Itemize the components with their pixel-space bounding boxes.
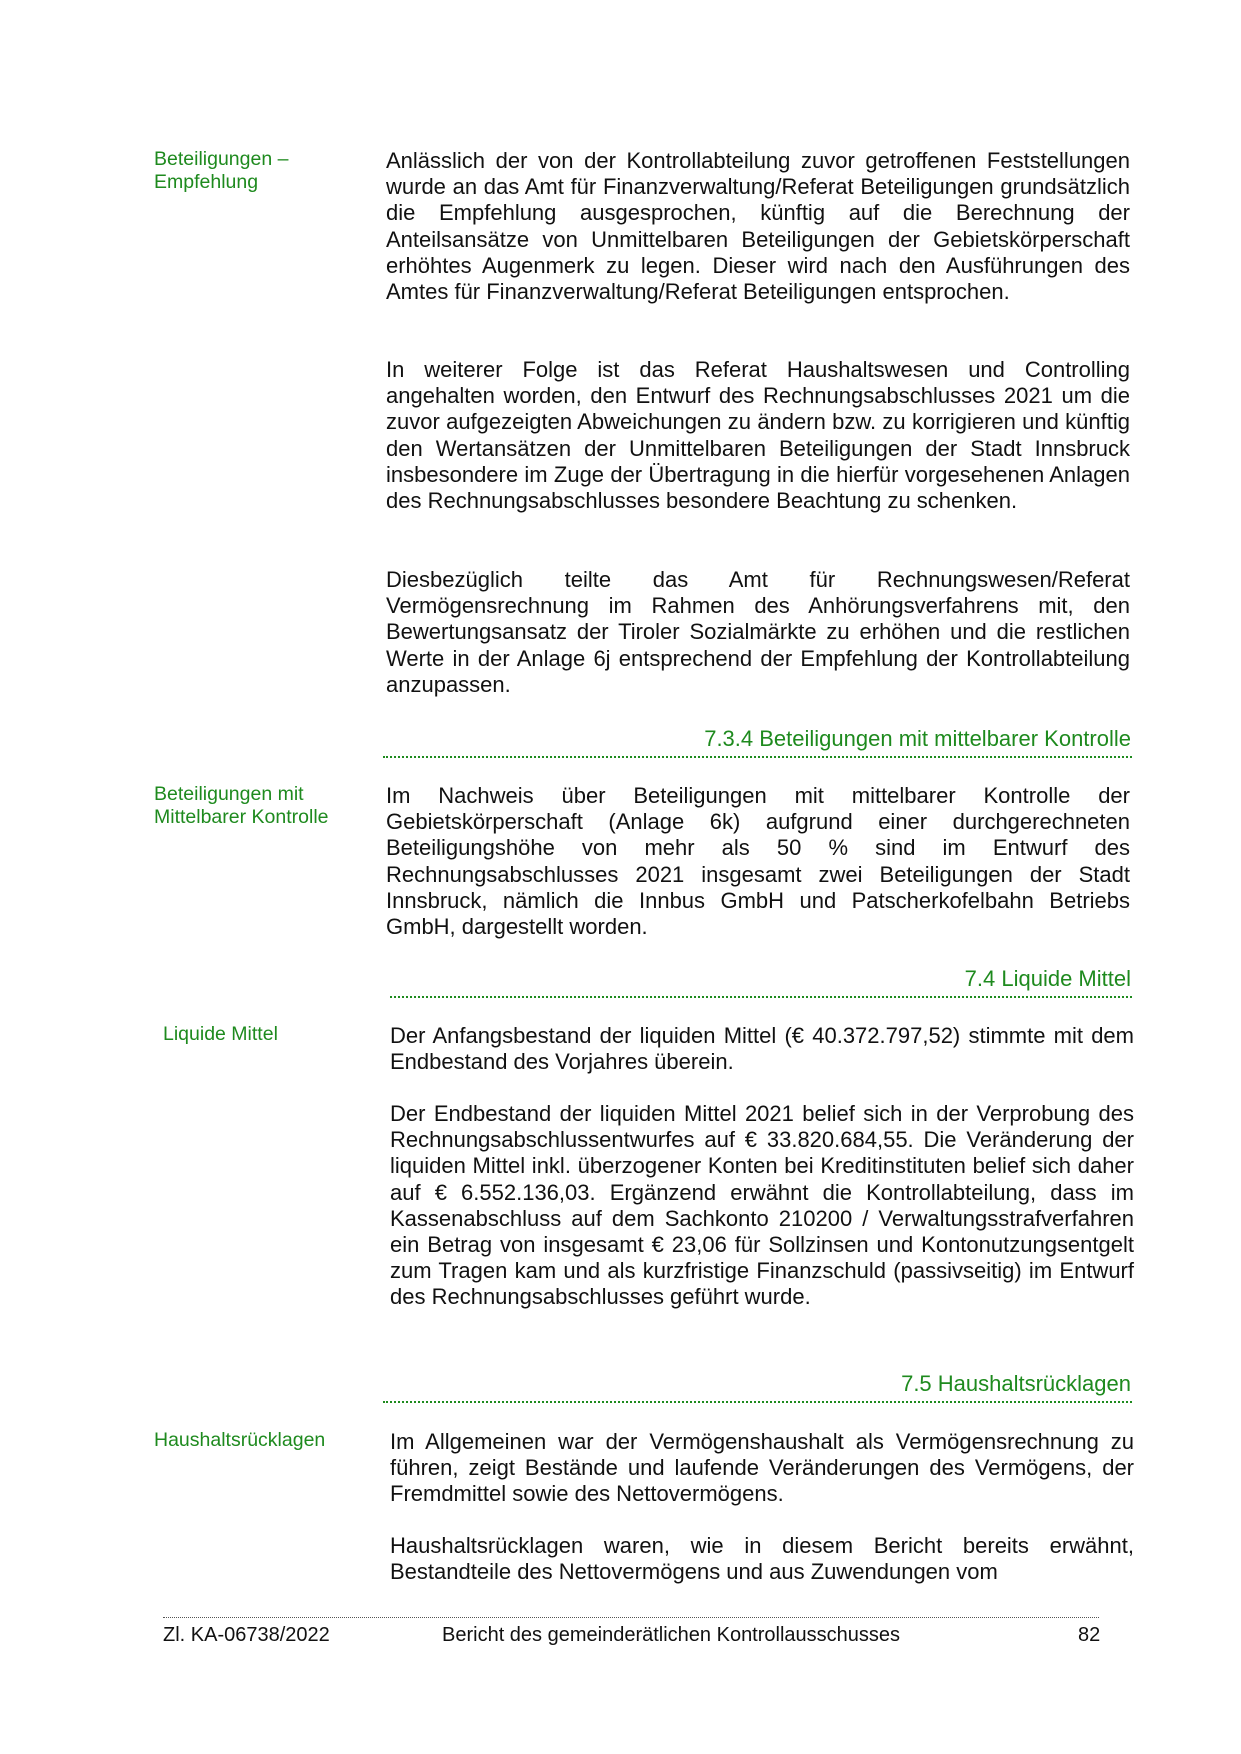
section-rule-7-5	[383, 1401, 1132, 1403]
footer-rule	[163, 1617, 1099, 1618]
paragraph-weitere-folge: In weiterer Folge ist das Referat Haushaltswesen und Controlling angehalten worden, den Entwurf des Rechnungsabschlusses 2021 um die zuvor aufgezeigten Abweichungen zu ändern bzw. zu korrigieren und künftig den Wertansätzen der Unmittelbaren Beteiligungen der Stadt Innsbruck insbesondere im Zuge der Übertragung in die hierfür vorgesehenen Anlagen des Rechnungsabschlusses besondere Beachtung zu schenken.	[386, 357, 1130, 514]
footer-report-title: Bericht des gemeinderätlichen Kontrollausschusses	[442, 1624, 901, 1646]
margin-note-liquide-mittel: Liquide Mittel	[163, 1023, 278, 1045]
section-heading-7-3-4: 7.3.4 Beteiligungen mit mittelbarer Kontrolle	[704, 726, 1131, 751]
margin-note-beteiligungen-empfehlung: Beteiligungen – Empfehlung	[154, 148, 289, 193]
section-heading-7-4: 7.4 Liquide Mittel	[964, 966, 1131, 991]
paragraph-diesbezueglich: Diesbezüglich teilte das Amt für Rechnungswesen/Referat Vermögensrechnung im Rahmen des Anhörungsverfahrens mit, den Bewertungsansatz der Tiroler Sozialmärkte zu erhöhen und die restlichen Werte in der Anlage 6j entsprechend der Empfehlung der Kontrollabteilung anzupassen.	[386, 567, 1130, 697]
paragraph-endbestand: Der Endbestand der liquiden Mittel 2021 belief sich in der Verprobung des Rechnungsabschlussentwurfes auf € 33.820.684,55. Die Veränderung der liquiden Mittel inkl. überzogener Konten bei Kreditinstituten belief sich daher auf € 6.552.136,03. Ergänzend erwähnt die Kontrollabteilung, dass im Kassenabschluss auf dem Sachkonto 210200 / Verwaltungsstrafverfahren ein Betrag von insgesamt € 23,06 für Sollzinsen und Kontonutzungsentgelt zum Tragen kam und als kurzfristige Finanzschuld (passivseitig) im Entwurf des Rechnungsabschlusses geführt wurde.	[390, 1101, 1134, 1310]
paragraph-vermoegenshaushalt: Im Allgemeinen war der Vermögenshaushalt als Vermögensrechnung zu führen, zeigt Bestände und laufende Veränderungen des Vermögens, der Fremdmittel sowie des Nettovermögens.	[390, 1429, 1134, 1507]
section-rule-7-3-4	[383, 756, 1132, 758]
paragraph-nachweis-beteiligungen: Im Nachweis über Beteiligungen mit mittelbarer Kontrolle der Gebietskörperschaft (Anlage 6k) aufgrund einer durchgerechneten Beteiligungshöhe von mehr als 50 % sind im Entwurf des Rechnungsabschlusses 2021 insgesamt zwei Beteiligungen der Stadt Innsbruck, nämlich die Innbus GmbH und Patscherkofelbahn Betriebs GmbH, dargestellt worden.	[386, 783, 1130, 940]
section-heading-7-5: 7.5 Haushaltsrücklagen	[901, 1371, 1131, 1396]
footer-reference: Zl. KA-06738/2022	[163, 1624, 330, 1646]
margin-note-haushaltsruecklagen: Haushaltsrücklagen	[154, 1429, 326, 1451]
margin-note-mittelbare-kontrolle: Beteiligungen mit Mittelbarer Kontrolle	[154, 783, 329, 828]
footer-page-number: 82	[1078, 1624, 1101, 1646]
paragraph-empfehlung: Anlässlich der von der Kontrollabteilung zuvor getroffenen Feststellungen wurde an das Amt für Finanzverwaltung/Referat Beteiligungen grundsätzlich die Empfehlung ausgesprochen, künftig auf die Berechnung der Anteilsansätze von Unmittelbaren Beteiligungen der Gebietskörperschaft erhöhtes Augenmerk zu legen. Dieser wird nach den Ausführungen des Amtes für Finanzverwaltung/Referat Beteiligungen entsprochen.	[386, 148, 1130, 305]
section-rule-7-4	[390, 996, 1132, 998]
paragraph-haushaltsruecklagen: Haushaltsrücklagen waren, wie in diesem Bericht bereits erwähnt, Bestandteile des Nettovermögens und aus Zuwendungen vom	[390, 1533, 1134, 1585]
paragraph-anfangsbestand: Der Anfangsbestand der liquiden Mittel (€ 40.372.797,52) stimmte mit dem Endbestand des Vorjahres überein.	[390, 1023, 1134, 1075]
